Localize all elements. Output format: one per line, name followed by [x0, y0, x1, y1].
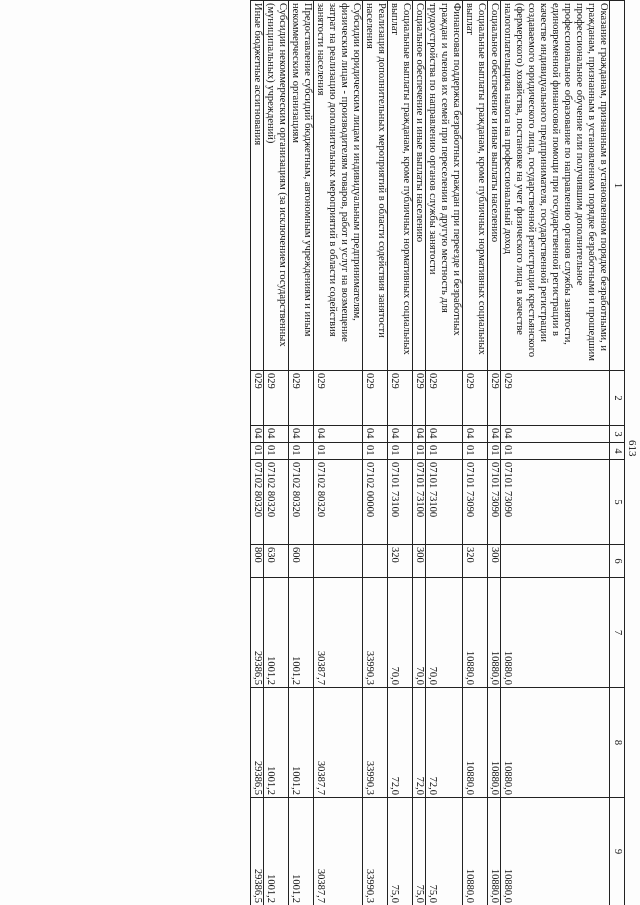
header-col-3: 3 [610, 426, 625, 443]
row-admin-code: 029 [289, 371, 314, 426]
row-amount-year-2: 30387,7 [314, 688, 363, 798]
row-amount-year-3: 10880,0 [501, 798, 610, 905]
row-amount-year-3: 75,0 [426, 798, 463, 905]
header-col-4: 4 [610, 443, 625, 460]
row-amount-year-2: 1001,2 [264, 688, 289, 798]
row-description: Субсидии некоммерческим организациям (за исключением государственных (муниципальных) учреждений) [264, 1, 289, 371]
row-subsection: 01 [488, 443, 501, 460]
header-col-2: 2 [610, 371, 625, 426]
row-amount-year-1: 30387,7 [314, 578, 363, 688]
header-col-9: 9 [610, 798, 625, 905]
row-section: 04 [413, 426, 426, 443]
row-target-article-prefix: 07101 [414, 462, 425, 489]
row-subsection: 01 [413, 443, 426, 460]
row-description: Социальное обеспечение и иные выплаты населению [413, 1, 426, 371]
row-target-article [463, 460, 488, 545]
row-amount-year-2: 29386,5 [251, 688, 264, 798]
row-section: 04 [501, 426, 610, 443]
row-target-article-prefix: 07101 [389, 462, 400, 489]
row-expense-type: 320 [463, 545, 488, 578]
table-header-row [610, 1, 625, 905]
row-subsection: 01 [426, 443, 463, 460]
row-description: Финансовая поддержка безработных граждан при переезде и безработных граждан и членов их семей при переселении в другую местность для трудоустройства по направлению органов службы занятости [426, 1, 463, 371]
row-amount-year-3: 33990,3 [363, 798, 388, 905]
table-row [463, 1, 488, 905]
row-section: 04 [314, 426, 363, 443]
table-row [264, 1, 289, 905]
row-amount-year-1: 10880,0 [501, 578, 610, 688]
row-description: Социальное обеспечение и иные выплаты населению [488, 1, 501, 371]
row-target-article [488, 460, 501, 545]
row-target-article-prefix: 07102 [315, 462, 326, 489]
row-expense-type: 800 [251, 545, 264, 578]
row-expense-type: 630 [264, 545, 289, 578]
row-expense-type [314, 545, 363, 578]
row-target-article [251, 460, 264, 545]
row-section: 04 [289, 426, 314, 443]
row-amount-year-1: 70,0 [388, 578, 413, 688]
row-expense-type [501, 545, 610, 578]
row-target-article-suffix: 00000 [364, 490, 375, 518]
row-admin-code: 029 [363, 371, 388, 426]
row-amount-year-1: 33990,3 [363, 578, 388, 688]
row-target-article-suffix: 73100 [427, 490, 438, 518]
row-subsection: 01 [363, 443, 388, 460]
row-description: Социальные выплаты гражданам, кроме публичных нормативных социальных выплат [463, 1, 488, 371]
row-target-article-suffix: 80320 [265, 490, 276, 518]
row-expense-type: 300 [488, 545, 501, 578]
row-subsection: 01 [314, 443, 363, 460]
row-amount-year-1: 70,0 [426, 578, 463, 688]
header-col-6: 6 [610, 545, 625, 578]
row-admin-code: 029 [264, 371, 289, 426]
row-admin-code: 029 [426, 371, 463, 426]
row-amount-year-1: 10880,0 [463, 578, 488, 688]
row-amount-year-2: 10880,0 [463, 688, 488, 798]
row-section: 04 [463, 426, 488, 443]
row-target-article-suffix: 73100 [389, 490, 400, 518]
row-expense-type: 300 [413, 545, 426, 578]
row-target-article-suffix: 80320 [290, 490, 301, 518]
table-row [388, 1, 413, 905]
row-description: Иные бюджетные ассигнования [251, 1, 264, 371]
table-row [488, 1, 501, 905]
row-section: 04 [388, 426, 413, 443]
table-row [413, 1, 426, 905]
row-target-article-suffix: 73090 [502, 490, 513, 518]
row-amount-year-2: 10880,0 [501, 688, 610, 798]
row-target-article-prefix: 07102 [290, 462, 301, 489]
row-subsection: 01 [463, 443, 488, 460]
row-expense-type: 600 [289, 545, 314, 578]
row-admin-code: 029 [488, 371, 501, 426]
row-target-article-suffix: 80320 [252, 490, 263, 518]
row-expense-type [426, 545, 463, 578]
row-target-article-prefix: 07101 [464, 462, 475, 489]
row-target-article-prefix: 07101 [489, 462, 500, 489]
row-amount-year-1: 70,0 [413, 578, 426, 688]
row-amount-year-2: 72,0 [388, 688, 413, 798]
row-amount-year-2: 72,0 [413, 688, 426, 798]
row-amount-year-1: 29386,5 [251, 578, 264, 688]
row-description: Социальные выплаты гражданам, кроме публичных нормативных социальных выплат [388, 1, 413, 371]
row-subsection: 01 [289, 443, 314, 460]
row-section: 04 [251, 426, 264, 443]
row-section: 04 [363, 426, 388, 443]
row-target-article-suffix: 80320 [315, 490, 326, 518]
row-amount-year-1: 1001,2 [264, 578, 289, 688]
table-row [363, 1, 388, 905]
row-section: 04 [264, 426, 289, 443]
row-section: 04 [426, 426, 463, 443]
row-admin-code: 029 [388, 371, 413, 426]
row-target-article-suffix: 73100 [414, 490, 425, 518]
row-target-article [289, 460, 314, 545]
row-subsection: 01 [388, 443, 413, 460]
row-subsection: 01 [251, 443, 264, 460]
row-target-article-suffix: 73090 [464, 490, 475, 518]
row-admin-code: 029 [314, 371, 363, 426]
row-target-article [388, 460, 413, 545]
row-target-article-prefix: 07102 [265, 462, 276, 489]
row-amount-year-2: 10880,0 [488, 688, 501, 798]
row-admin-code: 029 [501, 371, 610, 426]
header-col-1: 1 [610, 1, 625, 371]
row-description: Субсидии юридическим лицам и индивидуальным предпринимателям, физическим лицам - производителям товаров, работ и услуг на возмещение затрат на реализацию дополнительных мероприятий в области содействия занятости населения [314, 1, 363, 371]
row-target-article-suffix: 73090 [489, 490, 500, 518]
row-target-article [413, 460, 426, 545]
row-target-article-prefix: 07101 [502, 462, 513, 489]
row-subsection: 01 [501, 443, 610, 460]
table-row [314, 1, 363, 905]
row-subsection: 01 [264, 443, 289, 460]
row-admin-code: 029 [463, 371, 488, 426]
row-amount-year-3: 10880,0 [463, 798, 488, 905]
header-col-8: 8 [610, 688, 625, 798]
row-target-article-prefix: 07102 [364, 462, 375, 489]
row-description: Реализация дополнительных мероприятий в области содействия занятости населения [363, 1, 388, 371]
row-description: Оказание гражданам, признанным в установленном порядке безработными, и гражданам, признанным в установленном порядке безработными и прошедшим профессиональное обучение или получившим дополнительное профессиональное образование по направлению органов службы занятости, единовременной финансовой помощи при государственной регистрации в качестве индивидуального предпринимателя, государственной регистрации создаваемого юридического лица, государственной регистрации крестьянского (фермерского) хозяйства, постановке на учет физического лица в качестве налогоплательщика налога на профессиональный доход [501, 1, 610, 371]
row-target-article [314, 460, 363, 545]
row-section: 04 [488, 426, 501, 443]
row-amount-year-1: 10880,0 [488, 578, 501, 688]
row-target-article [264, 460, 289, 545]
header-col-5: 5 [610, 460, 625, 545]
table-row [289, 1, 314, 905]
row-amount-year-3: 75,0 [388, 798, 413, 905]
row-target-article [501, 460, 610, 545]
row-admin-code: 029 [251, 371, 264, 426]
row-amount-year-3: 29386,5 [251, 798, 264, 905]
budget-table [250, 0, 625, 905]
row-amount-year-3: 10880,0 [488, 798, 501, 905]
row-expense-type [363, 545, 388, 578]
row-amount-year-3: 30387,7 [314, 798, 363, 905]
row-expense-type: 320 [388, 545, 413, 578]
row-amount-year-2: 33990,3 [363, 688, 388, 798]
row-target-article-prefix: 07102 [252, 462, 263, 489]
row-amount-year-1: 1001,2 [289, 578, 314, 688]
row-amount-year-3: 1001,2 [289, 798, 314, 905]
table-row [251, 1, 264, 905]
row-description: Предоставление субсидий бюджетным, автономным учреждениям и иным некоммерческим организациям [289, 1, 314, 371]
row-amount-year-2: 72,0 [426, 688, 463, 798]
header-col-7: 7 [610, 578, 625, 688]
row-target-article [426, 460, 463, 545]
row-admin-code: 029 [413, 371, 426, 426]
table-row [501, 1, 610, 905]
row-target-article-prefix: 07101 [427, 462, 438, 489]
row-amount-year-3: 75,0 [413, 798, 426, 905]
page-number: 613 [626, 440, 638, 457]
row-target-article [363, 460, 388, 545]
row-amount-year-3: 1001,2 [264, 798, 289, 905]
row-amount-year-2: 1001,2 [289, 688, 314, 798]
table-row [426, 1, 463, 905]
